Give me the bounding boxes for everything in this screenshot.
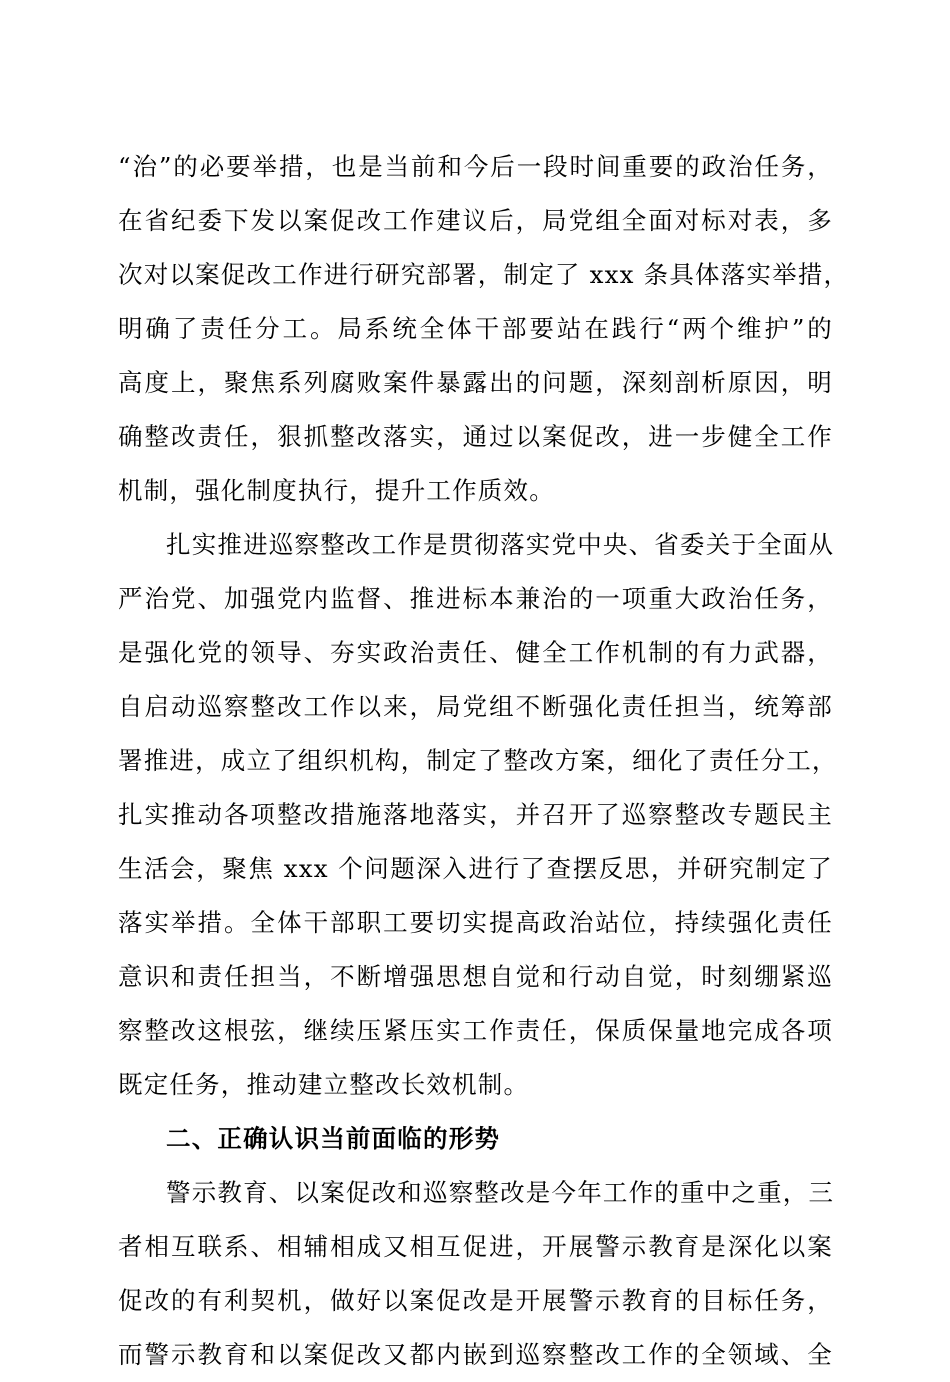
text-line: 机制，强化制度执行，提升工作质效。 — [118, 476, 555, 505]
paragraph-2 — [118, 518, 838, 1112]
text-line: 意识和责任担当，不断增强思想自觉和行动自觉，时刻绷紧巡 — [118, 962, 833, 991]
text-line: 确整改责任，狠抓整改落实，通过以案促改，进一步健全工作 — [118, 422, 833, 451]
paragraph-3 — [118, 1166, 833, 1382]
text-line: 生活会，聚焦 xxx 个问题深入进行了查摆反思，并研究制定了 — [118, 854, 833, 883]
text-line: 落实举措。全体干部职工要切实提高政治站位，持续强化责任 — [118, 908, 833, 937]
text-line: 在省纪委下发以案促改工作建议后，局党组全面对标对表，多 — [118, 206, 833, 235]
text-line: 而警示教育和以案促改又都内嵌到巡察整改工作的全领域、全 — [118, 1340, 833, 1369]
text-line: 者相互联系、相辅相成又相互促进，开展警示教育是深化以案 — [118, 1232, 833, 1261]
text-line: 警示教育、以案促改和巡察整改是今年工作的重中之重，三 — [166, 1178, 835, 1207]
text-line: 察整改这根弦，继续压紧压实工作责任，保质保量地完成各项 — [118, 1016, 833, 1045]
text-line: 明确了责任分工。局系统全体干部要站在践行“两个维护”的 — [118, 314, 833, 343]
text-line: 高度上，聚焦系列腐败案件暴露出的问题，深刻剖析原因，明 — [118, 368, 833, 397]
section-heading: 二、正确认识当前面临的形势 — [166, 1124, 501, 1153]
text-line: 严治党、加强党内监督、推进标本兼治的一项重大政治任务， — [118, 584, 833, 613]
text-line: 自启动巡察整改工作以来，局党组不断强化责任担当，统筹部 — [118, 692, 833, 721]
text-line: 署推进，成立了组织机构，制定了整改方案，细化了责任分工， — [118, 746, 838, 775]
text-line: 次对以案促改工作进行研究部署，制定了 xxx 条具体落实举措， — [118, 260, 850, 289]
text-line: 扎实推进巡察整改工作是贯彻落实党中央、省委关于全面从 — [166, 530, 835, 559]
text-line: 促改的有利契机，做好以案促改是开展警示教育的目标任务， — [118, 1286, 833, 1315]
paragraph-1 — [118, 140, 850, 518]
text-line: 是强化党的领导、夯实政治责任、健全工作机制的有力武器， — [118, 638, 833, 667]
text-line: 既定任务，推动建立整改长效机制。 — [118, 1070, 530, 1099]
document-body — [118, 140, 850, 1382]
text-line: 扎实推动各项整改措施落地落实，并召开了巡察整改专题民主 — [118, 800, 833, 829]
text-line: “治”的必要举措，也是当前和今后一段时间重要的政治任务， — [118, 152, 833, 181]
